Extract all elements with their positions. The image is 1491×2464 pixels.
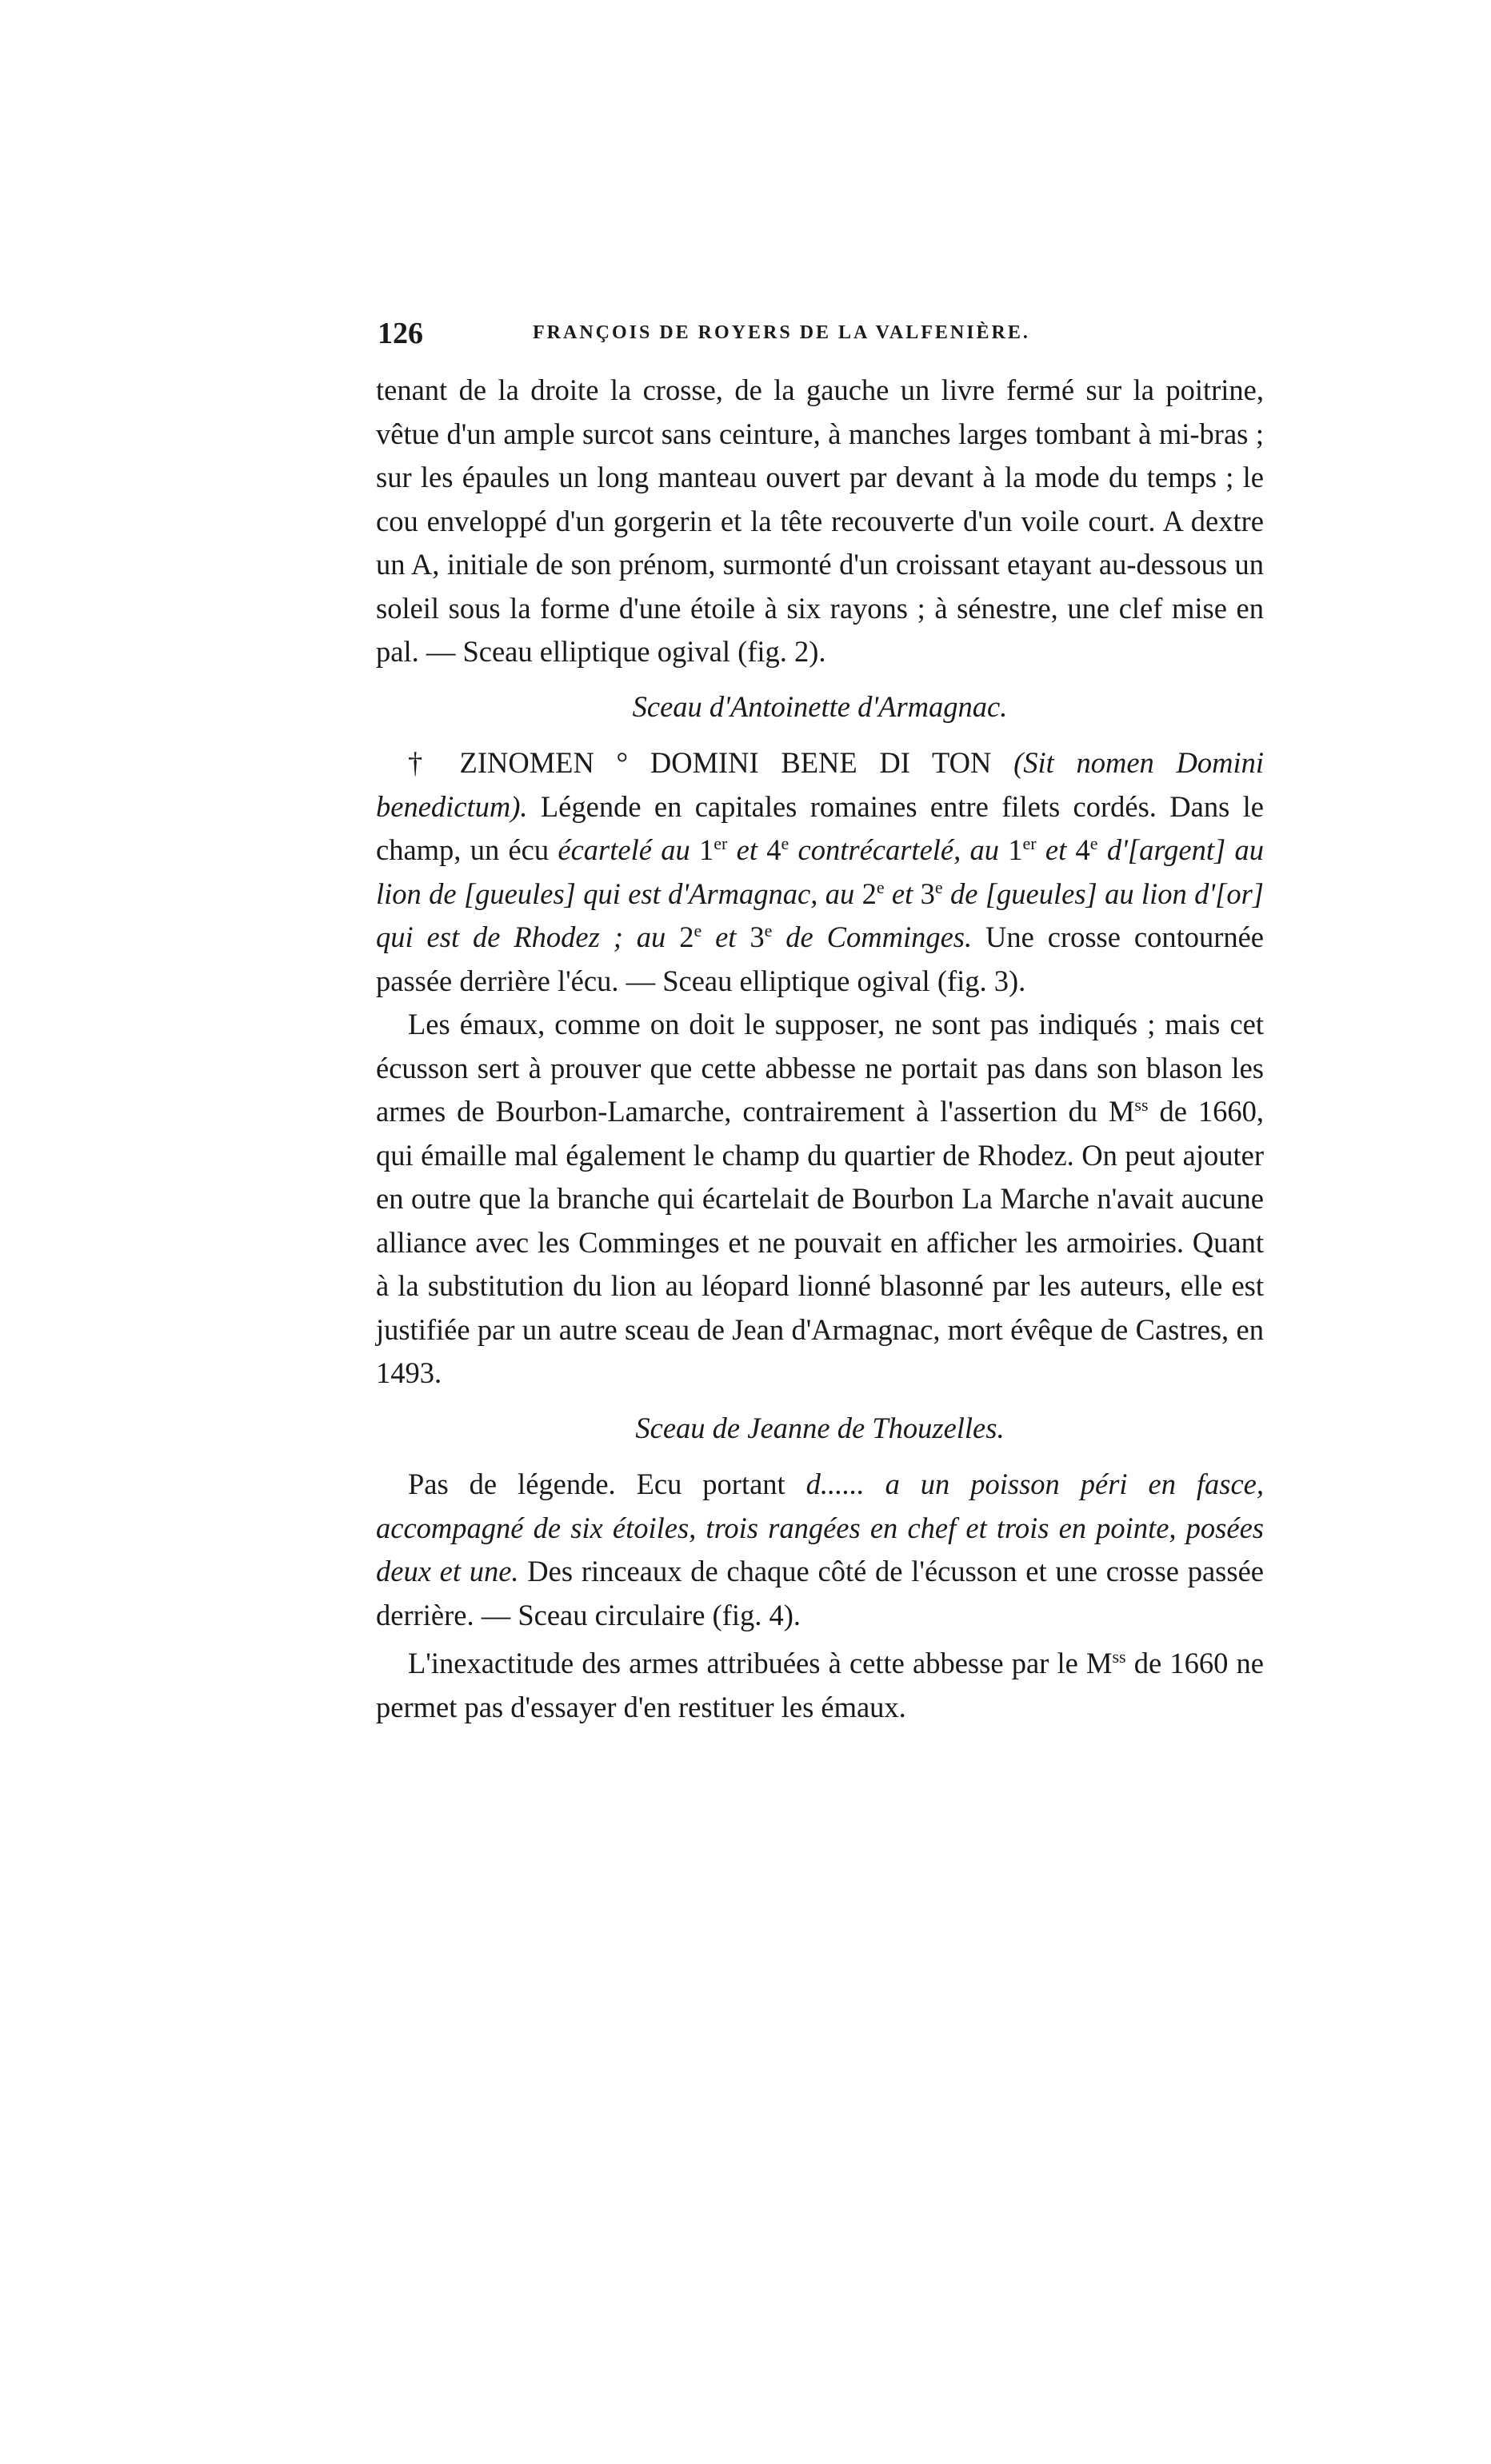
commentary-paragraph: Les émaux, comme on doit le supposer, ne sont pas indiqués ; mais cet écusson sert à prouver que cette abbesse ne portait pas dans son blason les armes de Bourbon-Lamarche, contrairement à l'assertion du $M^{ss}$ de 1660, qui émaille mal également le champ du quartier de Rhodez. On peut ajouter en outre que la branche qui écartelait de Bourbon La Marche n'avait aucune alliance avec les Comminges et ne pouvait en afficher les armoiries. Quant à la substitution du lion au léopard lionné blasonné par les auteurs, elle est justifiée par un autre sceau de Jean d'Armagnac, mort évêque de Castres, en 1493.: [376, 1008, 1264, 1389]
continuation-paragraph: tenant de la droite la crosse, de la gauche un livre fermé sur la poitrine, vêtue d'un ample surcot sans ceinture, à manches larges tombant à mi-bras ; sur les épaules un long manteau ouvert par devant à la mode du temps ; le cou enveloppé d'un gorgerin et la tête recouverte d'un voile court. A dextre un A, initiale de son prénom, surmonté d'un croissant etayant au-dessous un soleil sous la forme d'une étoile à six rayons ; à sénestre, une clef mise en pal. — Sceau elliptique ogival (fig. 2).: [376, 373, 1264, 668]
section-heading-jeanne: Sceau de Jeanne de Thouzelles.: [635, 1411, 1005, 1444]
section-heading-antoinette: Sceau d'Antoinette d'Armagnac.: [632, 689, 1008, 723]
blazon: écartelé au: [558, 833, 699, 866]
running-title: FRANÇOIS DE ROYERS DE LA VALFENIÈRE.: [533, 322, 1030, 343]
seal-description-antoinette: † ZINOMEN ° DOMINI BENE DI TON (Sit nomen Domini benedictum). Légende en capitales romaines entre filets cordés. Dans le champ, un écu écartelé au 1er et 4e contrécartelé, au 1er et 4e d'[argent] au lion de [gueules] qui est d'Armagnac, au 2e et 3e de [gueules] au lion d'[or] qui est de Rhodez ; au 2e et 3e de Comminges. Une crosse contournée passée derrière l'écu. — Sceau elliptique ogival (fig. 3).: [376, 746, 1265, 997]
blazon-jeanne: d...... a un poisson péri en fasce, accompagné de six étoiles, trois rangées en chef et trois en pointe, posées deux et une.: [376, 1468, 1265, 1587]
seal-description-jeanne: Pas de légende. Ecu portant d...... a un poisson péri en fasce, accompagné de six étoiles, trois rangées en chef et trois en pointe, posées deux et une. Des rinceaux de chaque côté de l'écusson et une crosse passée derrière. — Sceau circulaire (fig. 4).: [376, 1468, 1265, 1631]
seal-legend: † ZINOMEN ° DOMINI BENE DI TON: [408, 746, 992, 779]
page-number: 126: [378, 317, 423, 350]
running-header: [376, 316, 1264, 354]
legend-translation: (Sit nomen Domini benedictum).: [376, 746, 1264, 823]
final-paragraph: L'inexactitude des armes attribuées à cette abbesse par le $M^{ss}$ de 1660 ne permet pas d'essayer d'en restituer les émaux.: [376, 1646, 1265, 1723]
book-page: [376, 316, 1264, 1729]
